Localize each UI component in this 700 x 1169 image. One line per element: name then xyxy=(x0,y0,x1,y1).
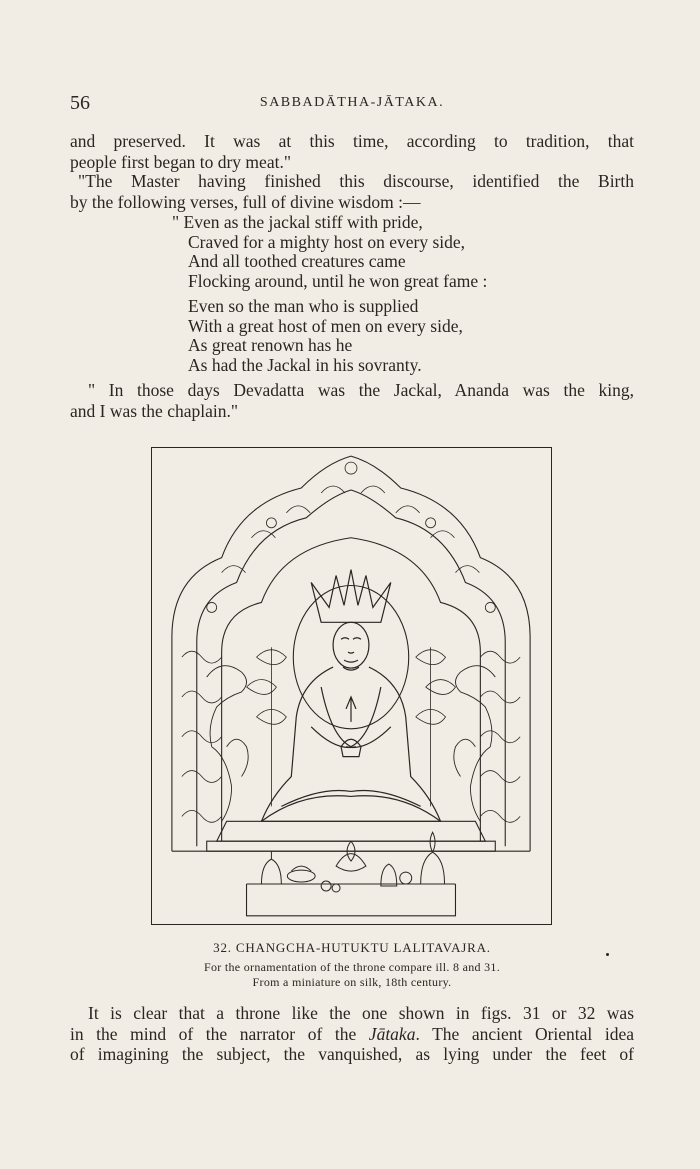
text-line: people first began to dry meat." xyxy=(70,151,291,172)
text-line: of imagining the subject, the vanquished, as lying under the feet of xyxy=(70,1044,634,1064)
jataka-title: Jātaka xyxy=(368,1023,416,1044)
lama-throne-drawing xyxy=(152,448,551,924)
paragraph-devadatta xyxy=(70,380,634,421)
page-header xyxy=(70,92,634,116)
vajra xyxy=(346,697,356,722)
text-line: It is clear that a throne like the one shown in figs. 31 or 32 was xyxy=(88,1003,634,1023)
page-number: 56 xyxy=(70,92,90,114)
throne-base xyxy=(172,821,530,916)
paragraph-master xyxy=(70,171,634,212)
face xyxy=(333,622,369,668)
lama-figure xyxy=(261,570,440,822)
text-line xyxy=(70,1024,634,1045)
text-line: by the following verses, full of divine wisdom :— xyxy=(70,191,421,212)
verse-stanza-2 xyxy=(172,297,552,375)
paragraph-preserved xyxy=(70,131,634,172)
crossed-legs xyxy=(261,790,440,821)
verse-line: As great renown has he xyxy=(188,335,353,355)
figure-caption-note: For the ornamentation of the throne compare ill. 8 and 31. xyxy=(204,960,500,974)
verse-line: Craved for a mighty host on every side, xyxy=(188,231,466,252)
text-segment: . The ancient Oriental idea xyxy=(415,1023,634,1044)
verse-line: Flocking around, until he won great fame : xyxy=(188,270,488,291)
text-line: "The Master having finished this discourse, identified the Birth xyxy=(78,171,634,191)
paragraph-throne xyxy=(70,1003,634,1065)
running-head: SABBADĀTHA-JĀTAKA. xyxy=(259,95,445,110)
text-line: and I was the chaplain." xyxy=(70,400,238,421)
verse-line: As had the Jackal in his sovranty. xyxy=(188,354,422,375)
pandita-hat xyxy=(311,570,391,623)
verse-stanza-1 xyxy=(172,213,552,291)
text-segment: in the mind of the narrator of the xyxy=(70,1023,369,1044)
figure-caption-source: From a miniature on silk, 18th century. xyxy=(252,975,452,989)
verse-line: Even so the man who is supplied xyxy=(188,296,419,316)
text-line: and preserved. It was at this time, according to tradition, that xyxy=(70,131,634,151)
verse-line: With a great host of men on every side, xyxy=(188,315,463,336)
aureole-scrollwork xyxy=(182,462,520,822)
robe xyxy=(261,667,440,821)
verse-line: And all toothed creatures came xyxy=(188,251,406,271)
verse-line: " Even as the jackal stiff with pride, xyxy=(172,212,423,232)
tree-foliage xyxy=(247,647,456,806)
figure-caption-title: 32. CHANGCHA-HUTUKTU LALITAVAJRA. xyxy=(213,940,491,955)
text-line: " In those days Devadatta was the Jackal, Ananda was the king, xyxy=(88,380,634,400)
ink-speck xyxy=(606,953,609,956)
figure-illustration xyxy=(151,447,552,925)
inner-arch xyxy=(222,538,481,841)
